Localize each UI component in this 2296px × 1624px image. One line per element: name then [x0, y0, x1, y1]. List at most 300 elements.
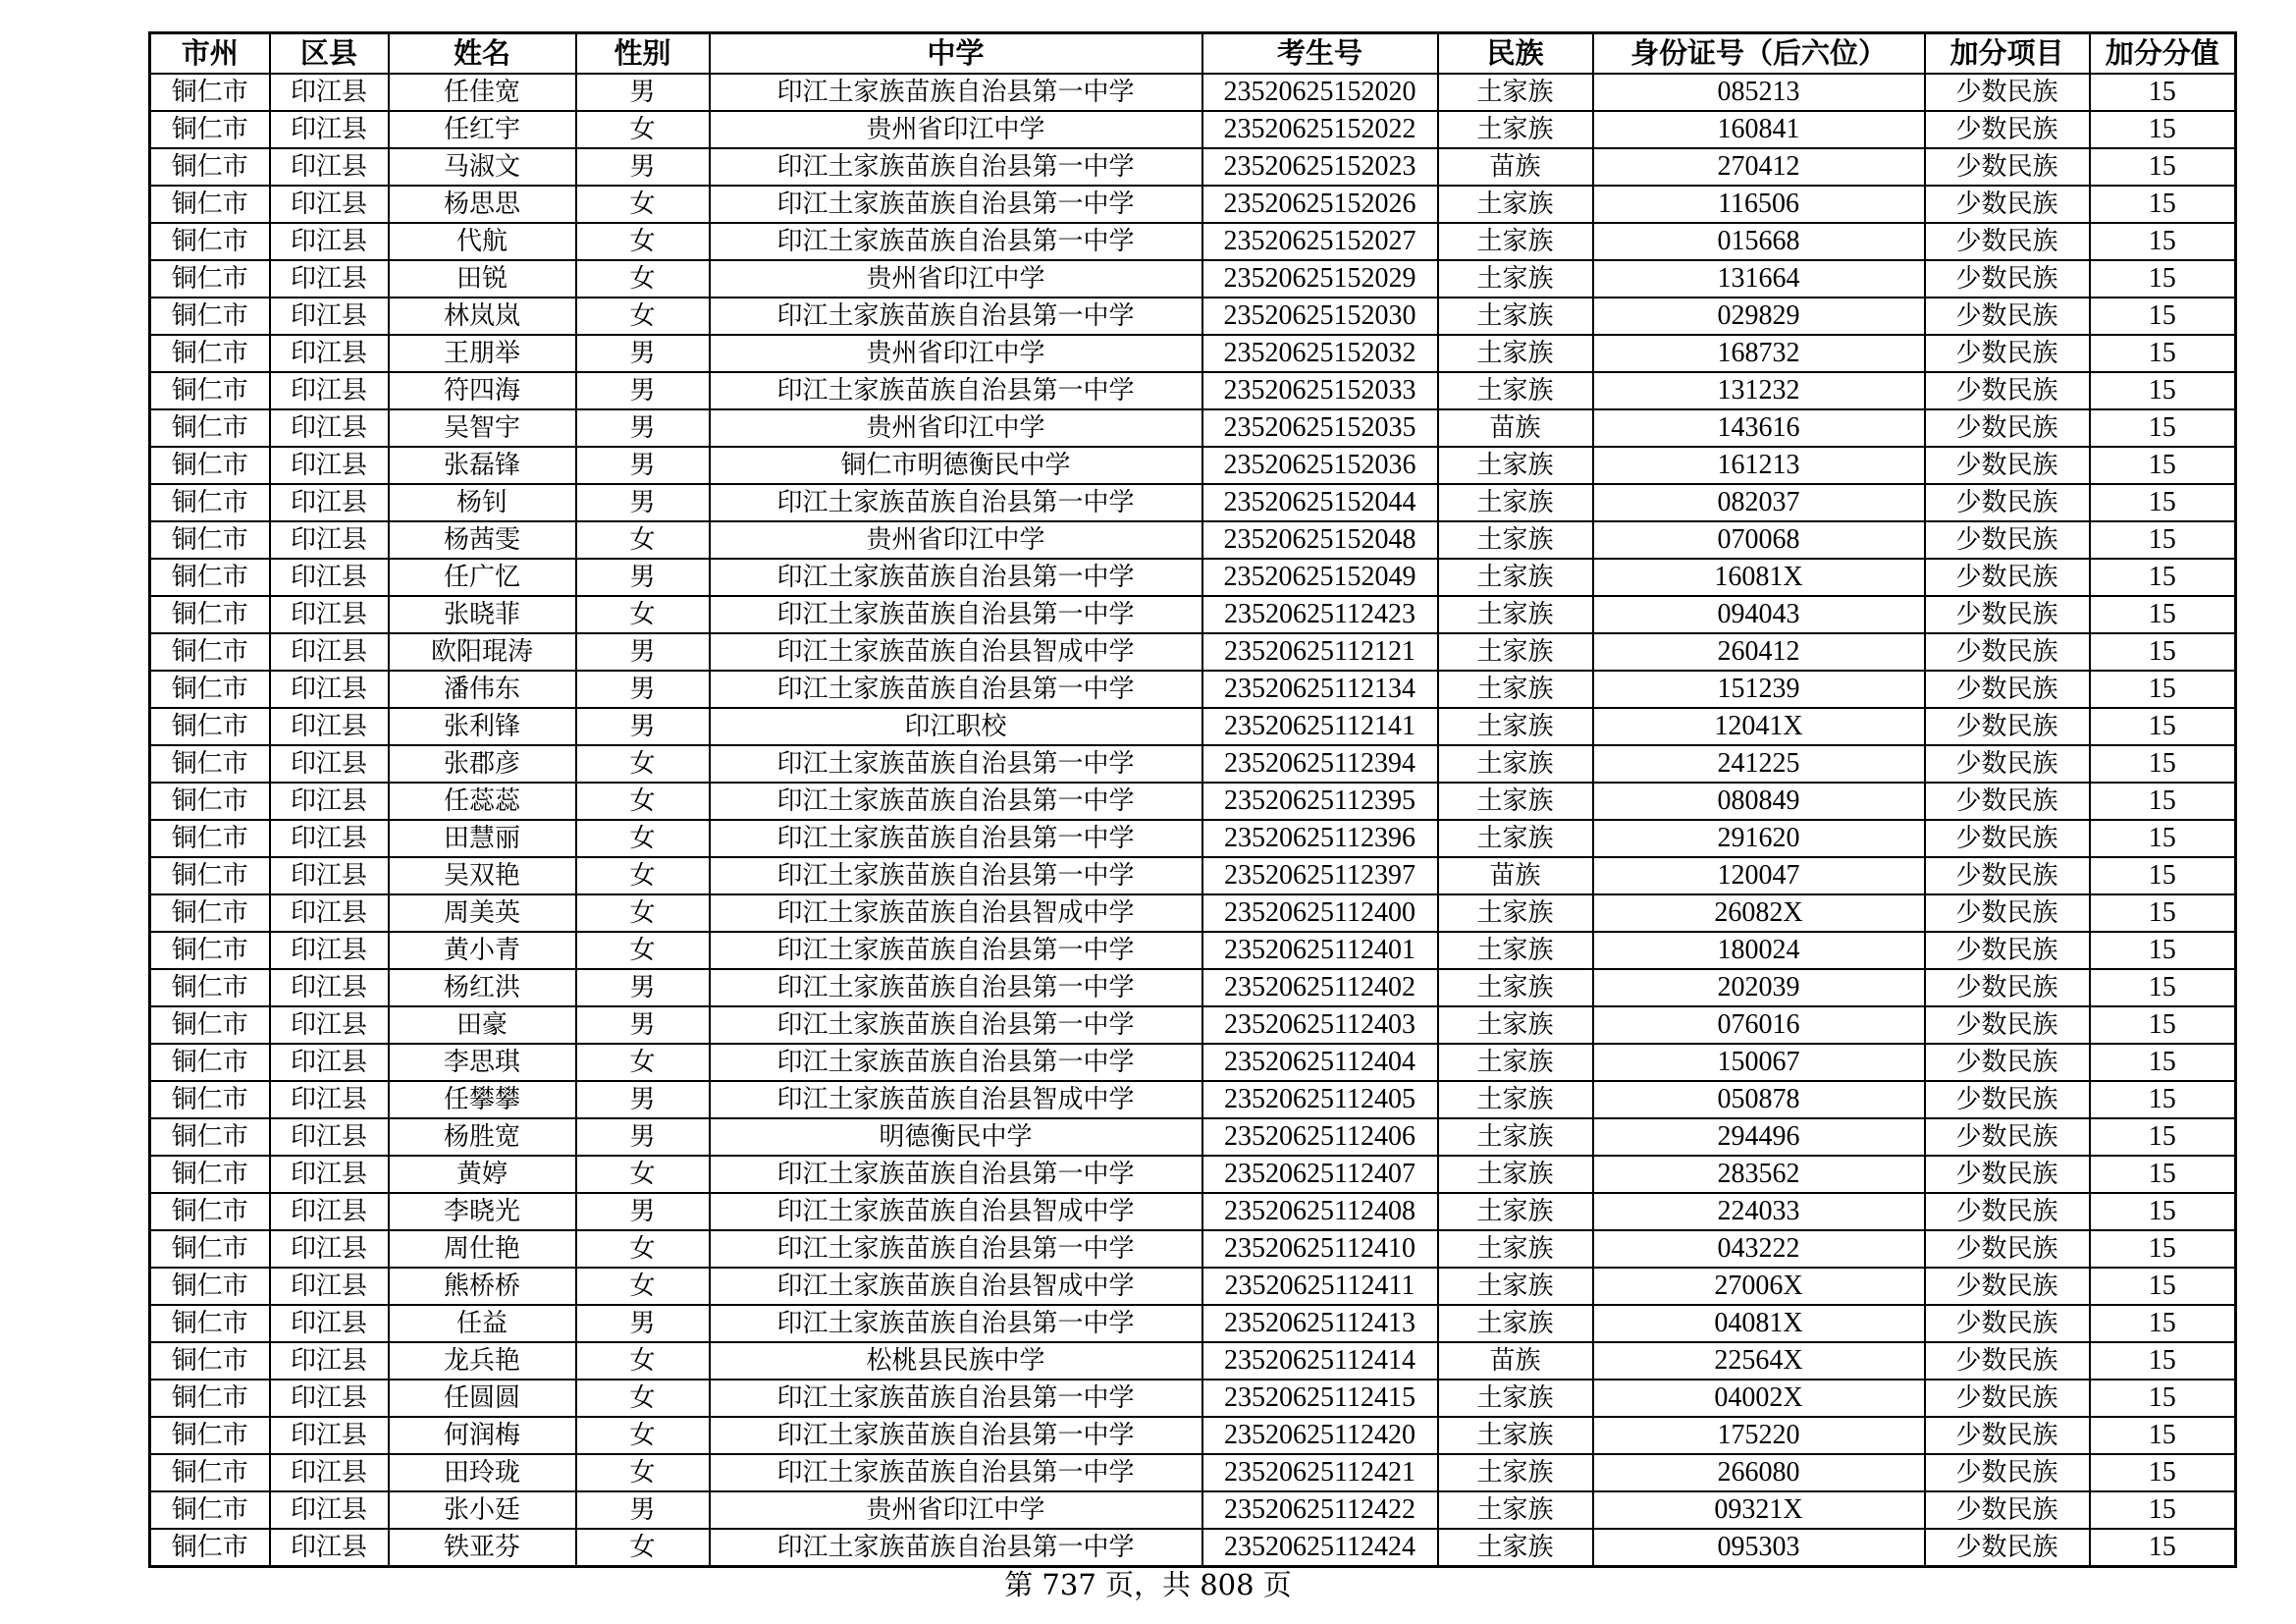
county-cell: 印江县	[270, 1193, 389, 1230]
school-cell: 印江土家族苗族自治县第一中学	[710, 932, 1202, 969]
gender-cell: 女	[576, 783, 710, 820]
county-cell: 印江县	[270, 1230, 389, 1268]
bonus-item-cell: 少数民族	[1925, 932, 2090, 969]
county-cell: 印江县	[270, 74, 389, 111]
city-cell: 铜仁市	[150, 1342, 270, 1380]
school-cell: 印江土家族苗族自治县第一中学	[710, 1305, 1202, 1342]
table-row	[150, 894, 2236, 932]
table-row	[150, 111, 2236, 148]
id-last-six-cell: 260412	[1593, 633, 1925, 671]
bonus-item-cell: 少数民族	[1925, 148, 2090, 186]
bonus-item-cell: 少数民族	[1925, 1417, 2090, 1454]
bonus-item-cell: 少数民族	[1925, 1529, 2090, 1567]
city-cell: 铜仁市	[150, 1230, 270, 1268]
ethnicity-cell: 土家族	[1438, 521, 1593, 559]
gender-cell: 男	[576, 335, 710, 372]
id-last-six-cell: 04081X	[1593, 1305, 1925, 1342]
ethnicity-cell: 土家族	[1438, 1044, 1593, 1081]
bonus-item-cell: 少数民族	[1925, 559, 2090, 596]
table-row	[150, 447, 2236, 484]
gender-cell: 女	[576, 894, 710, 932]
gender-cell: 男	[576, 1118, 710, 1156]
name-cell: 龙兵艳	[389, 1342, 576, 1380]
school-cell: 印江土家族苗族自治县第一中学	[710, 186, 1202, 223]
name-cell: 任攀攀	[389, 1081, 576, 1118]
gender-cell: 女	[576, 1342, 710, 1380]
exam-number-cell: 23520625152036	[1202, 447, 1438, 484]
column-header-bonus-item: 加分项目	[1925, 33, 2090, 75]
id-last-six-cell: 12041X	[1593, 708, 1925, 745]
county-cell: 印江县	[270, 1305, 389, 1342]
exam-number-cell: 23520625112421	[1202, 1454, 1438, 1491]
table-row	[150, 1081, 2236, 1118]
exam-number-cell: 23520625152022	[1202, 111, 1438, 148]
name-cell: 张利锋	[389, 708, 576, 745]
table-row	[150, 671, 2236, 708]
exam-number-cell: 23520625112403	[1202, 1006, 1438, 1044]
id-last-six-cell: 26082X	[1593, 894, 1925, 932]
ethnicity-cell: 土家族	[1438, 111, 1593, 148]
ethnicity-cell: 土家族	[1438, 1230, 1593, 1268]
id-last-six-cell: 22564X	[1593, 1342, 1925, 1380]
school-cell: 印江土家族苗族自治县第一中学	[710, 745, 1202, 783]
exam-number-cell: 23520625112394	[1202, 745, 1438, 783]
table-row	[150, 1193, 2236, 1230]
name-cell: 代航	[389, 223, 576, 260]
exam-number-cell: 23520625152030	[1202, 298, 1438, 335]
bonus-item-cell: 少数民族	[1925, 186, 2090, 223]
table-row	[150, 335, 2236, 372]
bonus-item-cell: 少数民族	[1925, 708, 2090, 745]
city-cell: 铜仁市	[150, 1006, 270, 1044]
bonus-item-cell: 少数民族	[1925, 1118, 2090, 1156]
county-cell: 印江县	[270, 857, 389, 894]
school-cell: 铜仁市明德衡民中学	[710, 447, 1202, 484]
ethnicity-cell: 土家族	[1438, 260, 1593, 298]
bonus-value-cell: 15	[2090, 857, 2236, 894]
gender-cell: 男	[576, 409, 710, 447]
school-cell: 印江土家族苗族自治县第一中学	[710, 596, 1202, 633]
bonus-item-cell: 少数民族	[1925, 783, 2090, 820]
table-row	[150, 708, 2236, 745]
county-cell: 印江县	[270, 148, 389, 186]
county-cell: 印江县	[270, 596, 389, 633]
bonus-value-cell: 15	[2090, 1529, 2236, 1567]
bonus-value-cell: 15	[2090, 1417, 2236, 1454]
name-cell: 田玲珑	[389, 1454, 576, 1491]
id-last-six-cell: 094043	[1593, 596, 1925, 633]
exam-number-cell: 23520625152033	[1202, 372, 1438, 409]
bonus-value-cell: 15	[2090, 1342, 2236, 1380]
ethnicity-cell: 苗族	[1438, 1342, 1593, 1380]
city-cell: 铜仁市	[150, 559, 270, 596]
school-cell: 印江土家族苗族自治县智成中学	[710, 1268, 1202, 1305]
county-cell: 印江县	[270, 1118, 389, 1156]
bonus-value-cell: 15	[2090, 484, 2236, 521]
column-header-school: 中学	[710, 33, 1202, 75]
county-cell: 印江县	[270, 1380, 389, 1417]
gender-cell: 女	[576, 521, 710, 559]
school-cell: 印江土家族苗族自治县第一中学	[710, 783, 1202, 820]
bonus-item-cell: 少数民族	[1925, 260, 2090, 298]
id-last-six-cell: 050878	[1593, 1081, 1925, 1118]
school-cell: 印江土家族苗族自治县智成中学	[710, 1193, 1202, 1230]
name-cell: 张晓菲	[389, 596, 576, 633]
county-cell: 印江县	[270, 521, 389, 559]
gender-cell: 女	[576, 932, 710, 969]
gender-cell: 男	[576, 671, 710, 708]
ethnicity-cell: 土家族	[1438, 1268, 1593, 1305]
bonus-value-cell: 15	[2090, 894, 2236, 932]
school-cell: 印江土家族苗族自治县第一中学	[710, 148, 1202, 186]
name-cell: 李晓光	[389, 1193, 576, 1230]
ethnicity-cell: 土家族	[1438, 484, 1593, 521]
name-cell: 杨红洪	[389, 969, 576, 1006]
exam-number-cell: 23520625152048	[1202, 521, 1438, 559]
table-row	[150, 148, 2236, 186]
bonus-value-cell: 15	[2090, 1268, 2236, 1305]
id-last-six-cell: 160841	[1593, 111, 1925, 148]
bonus-value-cell: 15	[2090, 447, 2236, 484]
table-row	[150, 1044, 2236, 1081]
bonus-value-cell: 15	[2090, 1156, 2236, 1193]
city-cell: 铜仁市	[150, 932, 270, 969]
ethnicity-cell: 土家族	[1438, 372, 1593, 409]
school-cell: 印江土家族苗族自治县第一中学	[710, 1380, 1202, 1417]
bonus-points-table	[148, 31, 2237, 1568]
bonus-item-cell: 少数民族	[1925, 596, 2090, 633]
table-row	[150, 745, 2236, 783]
name-cell: 吴智宇	[389, 409, 576, 447]
school-cell: 印江土家族苗族自治县第一中学	[710, 559, 1202, 596]
id-last-six-cell: 150067	[1593, 1044, 1925, 1081]
bonus-item-cell: 少数民族	[1925, 1491, 2090, 1529]
exam-number-cell: 23520625112424	[1202, 1529, 1438, 1567]
ethnicity-cell: 土家族	[1438, 1305, 1593, 1342]
gender-cell: 男	[576, 372, 710, 409]
exam-number-cell: 23520625112400	[1202, 894, 1438, 932]
bonus-item-cell: 少数民族	[1925, 1305, 2090, 1342]
name-cell: 李思琪	[389, 1044, 576, 1081]
city-cell: 铜仁市	[150, 633, 270, 671]
table-row	[150, 74, 2236, 111]
school-cell: 印江土家族苗族自治县第一中学	[710, 1006, 1202, 1044]
city-cell: 铜仁市	[150, 1380, 270, 1417]
id-last-six-cell: 095303	[1593, 1529, 1925, 1567]
exam-number-cell: 23520625112422	[1202, 1491, 1438, 1529]
table-row	[150, 1454, 2236, 1491]
school-cell: 印江土家族苗族自治县第一中学	[710, 1454, 1202, 1491]
ethnicity-cell: 土家族	[1438, 932, 1593, 969]
county-cell: 印江县	[270, 1006, 389, 1044]
table-row	[150, 820, 2236, 857]
table-row	[150, 521, 2236, 559]
county-cell: 印江县	[270, 1491, 389, 1529]
ethnicity-cell: 土家族	[1438, 1529, 1593, 1567]
exam-number-cell: 23520625112402	[1202, 969, 1438, 1006]
id-last-six-cell: 131232	[1593, 372, 1925, 409]
name-cell: 张磊锋	[389, 447, 576, 484]
table-row	[150, 1268, 2236, 1305]
city-cell: 铜仁市	[150, 783, 270, 820]
column-header-ethnicity: 民族	[1438, 33, 1593, 75]
name-cell: 任佳宽	[389, 74, 576, 111]
id-last-six-cell: 080849	[1593, 783, 1925, 820]
exam-number-cell: 23520625112395	[1202, 783, 1438, 820]
column-header-county: 区县	[270, 33, 389, 75]
gender-cell: 男	[576, 969, 710, 1006]
gender-cell: 女	[576, 1156, 710, 1193]
bonus-item-cell: 少数民族	[1925, 857, 2090, 894]
bonus-item-cell: 少数民族	[1925, 335, 2090, 372]
ethnicity-cell: 土家族	[1438, 1118, 1593, 1156]
city-cell: 铜仁市	[150, 484, 270, 521]
gender-cell: 男	[576, 148, 710, 186]
id-last-six-cell: 070068	[1593, 521, 1925, 559]
ethnicity-cell: 土家族	[1438, 633, 1593, 671]
bonus-value-cell: 15	[2090, 671, 2236, 708]
ethnicity-cell: 土家族	[1438, 74, 1593, 111]
city-cell: 铜仁市	[150, 74, 270, 111]
bonus-item-cell: 少数民族	[1925, 521, 2090, 559]
name-cell: 林岚岚	[389, 298, 576, 335]
ethnicity-cell: 土家族	[1438, 1156, 1593, 1193]
bonus-item-cell: 少数民族	[1925, 1006, 2090, 1044]
name-cell: 张小廷	[389, 1491, 576, 1529]
bonus-item-cell: 少数民族	[1925, 633, 2090, 671]
bonus-value-cell: 15	[2090, 1491, 2236, 1529]
school-cell: 松桃县民族中学	[710, 1342, 1202, 1380]
bonus-value-cell: 15	[2090, 1380, 2236, 1417]
id-last-six-cell: 131664	[1593, 260, 1925, 298]
table-body	[150, 74, 2236, 1567]
exam-number-cell: 23520625152026	[1202, 186, 1438, 223]
column-header-exam-number: 考生号	[1202, 33, 1438, 75]
gender-cell: 女	[576, 298, 710, 335]
bonus-value-cell: 15	[2090, 223, 2236, 260]
name-cell: 田豪	[389, 1006, 576, 1044]
id-last-six-cell: 143616	[1593, 409, 1925, 447]
school-cell: 印江土家族苗族自治县第一中学	[710, 372, 1202, 409]
city-cell: 铜仁市	[150, 521, 270, 559]
header-row	[150, 33, 2236, 75]
id-last-six-cell: 015668	[1593, 223, 1925, 260]
gender-cell: 女	[576, 857, 710, 894]
table-row	[150, 932, 2236, 969]
exam-number-cell: 23520625112401	[1202, 932, 1438, 969]
city-cell: 铜仁市	[150, 745, 270, 783]
table-row	[150, 1230, 2236, 1268]
table-row	[150, 298, 2236, 335]
gender-cell: 女	[576, 1268, 710, 1305]
county-cell: 印江县	[270, 409, 389, 447]
bonus-item-cell: 少数民族	[1925, 1044, 2090, 1081]
ethnicity-cell: 土家族	[1438, 1454, 1593, 1491]
gender-cell: 女	[576, 223, 710, 260]
name-cell: 熊桥桥	[389, 1268, 576, 1305]
column-header-id-last-six: 身份证号（后六位）	[1593, 33, 1925, 75]
table-row	[150, 596, 2236, 633]
school-cell: 明德衡民中学	[710, 1118, 1202, 1156]
bonus-value-cell: 15	[2090, 596, 2236, 633]
exam-number-cell: 23520625112407	[1202, 1156, 1438, 1193]
city-cell: 铜仁市	[150, 260, 270, 298]
bonus-value-cell: 15	[2090, 559, 2236, 596]
county-cell: 印江县	[270, 1417, 389, 1454]
exam-number-cell: 23520625112423	[1202, 596, 1438, 633]
city-cell: 铜仁市	[150, 372, 270, 409]
id-last-six-cell: 294496	[1593, 1118, 1925, 1156]
table-row	[150, 633, 2236, 671]
bonus-item-cell: 少数民族	[1925, 111, 2090, 148]
name-cell: 任红宇	[389, 111, 576, 148]
bonus-item-cell: 少数民族	[1925, 298, 2090, 335]
exam-number-cell: 23520625112413	[1202, 1305, 1438, 1342]
ethnicity-cell: 土家族	[1438, 783, 1593, 820]
city-cell: 铜仁市	[150, 1417, 270, 1454]
bonus-item-cell: 少数民族	[1925, 1156, 2090, 1193]
bonus-value-cell: 15	[2090, 1193, 2236, 1230]
table-row	[150, 223, 2236, 260]
name-cell: 田锐	[389, 260, 576, 298]
table-row	[150, 1380, 2236, 1417]
bonus-item-cell: 少数民族	[1925, 1230, 2090, 1268]
county-cell: 印江县	[270, 223, 389, 260]
bonus-value-cell: 15	[2090, 783, 2236, 820]
city-cell: 铜仁市	[150, 894, 270, 932]
id-last-six-cell: 120047	[1593, 857, 1925, 894]
city-cell: 铜仁市	[150, 1193, 270, 1230]
name-cell: 张郡彦	[389, 745, 576, 783]
city-cell: 铜仁市	[150, 298, 270, 335]
gender-cell: 女	[576, 745, 710, 783]
bonus-value-cell: 15	[2090, 969, 2236, 1006]
city-cell: 铜仁市	[150, 1118, 270, 1156]
county-cell: 印江县	[270, 633, 389, 671]
bonus-item-cell: 少数民族	[1925, 969, 2090, 1006]
ethnicity-cell: 土家族	[1438, 223, 1593, 260]
gender-cell: 男	[576, 1305, 710, 1342]
school-cell: 贵州省印江中学	[710, 111, 1202, 148]
table-row	[150, 1006, 2236, 1044]
county-cell: 印江县	[270, 1268, 389, 1305]
county-cell: 印江县	[270, 932, 389, 969]
county-cell: 印江县	[270, 260, 389, 298]
school-cell: 贵州省印江中学	[710, 335, 1202, 372]
bonus-value-cell: 15	[2090, 633, 2236, 671]
exam-number-cell: 23520625112411	[1202, 1268, 1438, 1305]
ethnicity-cell: 苗族	[1438, 409, 1593, 447]
id-last-six-cell: 09321X	[1593, 1491, 1925, 1529]
gender-cell: 男	[576, 1193, 710, 1230]
bonus-value-cell: 15	[2090, 521, 2236, 559]
ethnicity-cell: 土家族	[1438, 1081, 1593, 1118]
id-last-six-cell: 175220	[1593, 1417, 1925, 1454]
school-cell: 印江土家族苗族自治县第一中学	[710, 671, 1202, 708]
county-cell: 印江县	[270, 820, 389, 857]
id-last-six-cell: 224033	[1593, 1193, 1925, 1230]
gender-cell: 女	[576, 1454, 710, 1491]
id-last-six-cell: 151239	[1593, 671, 1925, 708]
gender-cell: 女	[576, 1044, 710, 1081]
city-cell: 铜仁市	[150, 111, 270, 148]
gender-cell: 女	[576, 596, 710, 633]
exam-number-cell: 23520625152049	[1202, 559, 1438, 596]
gender-cell: 女	[576, 1529, 710, 1567]
exam-number-cell: 23520625152020	[1202, 74, 1438, 111]
exam-number-cell: 23520625112141	[1202, 708, 1438, 745]
bonus-value-cell: 15	[2090, 335, 2236, 372]
city-cell: 铜仁市	[150, 335, 270, 372]
name-cell: 周美英	[389, 894, 576, 932]
county-cell: 印江县	[270, 745, 389, 783]
bonus-item-cell: 少数民族	[1925, 372, 2090, 409]
table-row	[150, 783, 2236, 820]
ethnicity-cell: 土家族	[1438, 1417, 1593, 1454]
id-last-six-cell: 180024	[1593, 932, 1925, 969]
gender-cell: 女	[576, 260, 710, 298]
county-cell: 印江县	[270, 783, 389, 820]
county-cell: 印江县	[270, 671, 389, 708]
gender-cell: 男	[576, 484, 710, 521]
exam-number-cell: 23520625112410	[1202, 1230, 1438, 1268]
id-last-six-cell: 291620	[1593, 820, 1925, 857]
id-last-six-cell: 076016	[1593, 1006, 1925, 1044]
city-cell: 铜仁市	[150, 1268, 270, 1305]
bonus-value-cell: 15	[2090, 1454, 2236, 1491]
exam-number-cell: 23520625152029	[1202, 260, 1438, 298]
name-cell: 马淑文	[389, 148, 576, 186]
city-cell: 铜仁市	[150, 148, 270, 186]
bonus-value-cell: 15	[2090, 260, 2236, 298]
name-cell: 欧阳琨涛	[389, 633, 576, 671]
bonus-value-cell: 15	[2090, 1230, 2236, 1268]
county-cell: 印江县	[270, 1342, 389, 1380]
name-cell: 任广忆	[389, 559, 576, 596]
id-last-six-cell: 161213	[1593, 447, 1925, 484]
ethnicity-cell: 土家族	[1438, 1491, 1593, 1529]
county-cell: 印江县	[270, 372, 389, 409]
bonus-value-cell: 15	[2090, 1305, 2236, 1342]
county-cell: 印江县	[270, 484, 389, 521]
bonus-item-cell: 少数民族	[1925, 894, 2090, 932]
ethnicity-cell: 土家族	[1438, 298, 1593, 335]
school-cell: 印江职校	[710, 708, 1202, 745]
county-cell: 印江县	[270, 1156, 389, 1193]
name-cell: 杨思思	[389, 186, 576, 223]
county-cell: 印江县	[270, 1044, 389, 1081]
bonus-item-cell: 少数民族	[1925, 745, 2090, 783]
exam-number-cell: 23520625112408	[1202, 1193, 1438, 1230]
gender-cell: 女	[576, 820, 710, 857]
school-cell: 印江土家族苗族自治县智成中学	[710, 633, 1202, 671]
school-cell: 印江土家族苗族自治县第一中学	[710, 969, 1202, 1006]
id-last-six-cell: 029829	[1593, 298, 1925, 335]
id-last-six-cell: 16081X	[1593, 559, 1925, 596]
school-cell: 印江土家族苗族自治县智成中学	[710, 894, 1202, 932]
name-cell: 吴双艳	[389, 857, 576, 894]
ethnicity-cell: 土家族	[1438, 894, 1593, 932]
city-cell: 铜仁市	[150, 1156, 270, 1193]
county-cell: 印江县	[270, 559, 389, 596]
bonus-item-cell: 少数民族	[1925, 1268, 2090, 1305]
bonus-value-cell: 15	[2090, 1006, 2236, 1044]
gender-cell: 女	[576, 186, 710, 223]
county-cell: 印江县	[270, 708, 389, 745]
gender-cell: 男	[576, 1081, 710, 1118]
exam-number-cell: 23520625112414	[1202, 1342, 1438, 1380]
ethnicity-cell: 土家族	[1438, 335, 1593, 372]
